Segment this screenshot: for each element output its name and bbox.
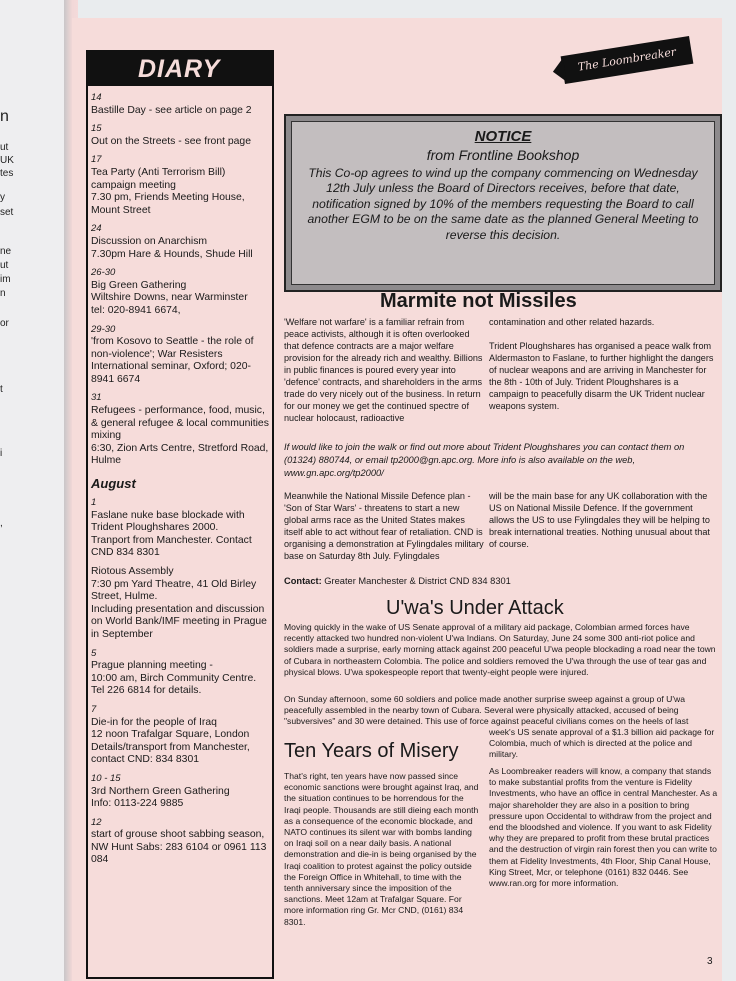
diary-entry [88, 648, 272, 698]
diary-entry-date: 15 [91, 123, 102, 135]
headline-marmite: Marmite not Missiles [380, 290, 577, 312]
diary-entry [88, 223, 272, 261]
diary-entry-text: Riotous Assembly 7:30 pm Yard Theatre, 41 Old Birley Street, Hulme. Including presentation and discussion on World Bank/IMF meeting in Prague in September [91, 566, 267, 640]
diary-entry-date: 17 [91, 154, 102, 166]
diary-entry [88, 566, 272, 642]
diary-entry-date: 31 [91, 392, 102, 404]
fragment: , [0, 518, 3, 529]
diary-entry-date: 29-30 [91, 323, 116, 335]
fragment: t [0, 384, 3, 395]
month-august: August [91, 476, 136, 492]
notice-subtitle: from Frontline Bookshop [426, 147, 580, 163]
diary-entry [88, 392, 272, 468]
diary-entry [88, 154, 272, 217]
marmite-col1: 'Welfare not warfare' is a familiar refrain from peace activists, although it is often overlooked that defence contracts are a major welfare provision for the already rich and wealthy. Billions in public finances is poured every year into 'defence' contracts, and shareholders in the arms trade do very nicely out of the business. In return for our money we get the continued spectre of nuclear holocaust, radioactive [284, 317, 483, 423]
diary-entry-text: Die-in for the people of Iraq 12 noon Trafalgar Square, London Details/transport from Manchester, contact CND: 834 8301 [91, 716, 250, 766]
fragment: n [0, 108, 9, 125]
notice-box [284, 114, 722, 292]
page-number: 3 [707, 956, 713, 967]
diary-entry-text: 3rd Northern Green Gathering Info: 0113-224 9885 [91, 785, 230, 810]
diary-entry-date: 1 [91, 497, 97, 509]
diary-entry-date: 7 [91, 703, 97, 715]
diary-entry-text: Tea Party (Anti Terrorism Bill) campaign meeting 7.30 pm, Friends Meeting House, Mount Street [91, 166, 245, 216]
fragment: ne [0, 246, 12, 257]
fragment: i [0, 448, 3, 459]
marmite-trident-contact: If would like to join the walk or find out more about Trident Ploughshares you can contact them on (01324) 880744, or email tp2000@gn.apc.org. More info is also available on the web, www.gn.apc.org/tp2000/ [284, 442, 685, 478]
diary-entry-date: 24 [91, 223, 102, 235]
fragment: n [0, 288, 6, 299]
diary-entry-date: 12 [91, 816, 102, 828]
loombreaker-logo: The Loombreaker [561, 36, 694, 84]
diary-column [86, 50, 274, 979]
marmite-contact [284, 576, 714, 586]
diary-entry-date: 14 [91, 92, 102, 103]
diary-entry-text: Bastille Day - see article on page 2 [91, 104, 252, 116]
diary-entry [88, 773, 272, 811]
uwa-paragraph-3: week's US senate approval of a $1.3 billion aid package for Colombia, much of which is directed at the police and military. [489, 727, 715, 760]
fragment: tes [0, 168, 14, 179]
contact-label: Contact: [284, 576, 322, 586]
diary-entry [88, 704, 272, 767]
headline-uwa: U'wa's Under Attack [386, 597, 564, 619]
uwa-paragraph-4: As Loombreaker readers will know, a company that stands to make substantial profits from the venture is Fidelity Investments, who have an office in central Manchester. As a major shareholder they are also in a position to bring pressure upon Occidental to withdraw from the project and end the bloodshed and violence. If you want to ask Fidelity why they are prepared to profit from these brutal practices and the destruction of virgin rain forest then you can write to them at Fidelity Investments, 4th Floor, Ship Canal House, King Street, Mcr, or telephone (0161) 832 0446. See www.ran.org for more information. [489, 766, 718, 889]
diary-entry [88, 497, 272, 560]
diary-entry [88, 324, 272, 387]
diary-entry-date: 26-30 [91, 267, 116, 279]
facing-page-edge [0, 0, 68, 981]
diary-entry [88, 123, 272, 148]
fragment: UK [0, 155, 14, 166]
headline-misery: Ten Years of Misery [284, 740, 459, 762]
misery-body: That's right, ten years have now passed since economic sanctions were brought against Iraq, and the situation continues to be horrendous for the Iraqi people. Thousands are still dieing each month as a consequence of the economic blockade, and NATO continues its silent war with bombs landing on Iraqi soil on a near daily basis. A national demonstration and die-in is being organised by the Iraqi coalition to protest against the policy outside the Foreign Office in Whitehall, to time with the tenth anniversary since the imposition of the sanctions. Meet 12am at Trafalgar Square. For more information ring Gr. Mcr CND, (0161) 834 8301. [284, 771, 479, 927]
diary-entry-text: Out on the Streets - see front page [91, 135, 251, 147]
diary-entry-text: Big Green Gathering Wiltshire Downs, near Warminster tel: 020-8941 6674, [91, 279, 248, 316]
marmite-col4: will be the main base for any UK collaboration with the US on National Missile Defence. If the government allows the US to use Fylingdales they will be helping to break international treaties. Nothing unusual about that of course. [489, 491, 710, 549]
fragment: ut [0, 142, 9, 153]
uwa-paragraph-2: On Sunday afternoon, some 60 soldiers and police made another surprise sweep against a group of U'wa peacefully assembled in the nearby town of Cubara. Several were physically attacked, accused of being "subversives" and 30 were detained. This use of force against peaceful civilians comes on the heels of last [284, 694, 689, 727]
diary-entry-text: Prague planning meeting - 10:00 am, Birch Community Centre. Tel 226 6814 for details. [91, 660, 257, 697]
fragment: or [0, 318, 9, 329]
marmite-col2: contamination and other related hazards. Trident Ploughshares has organised a peace walk from Aldermaston to Faslane, to further highlight the dangers of nuclear weapons and are arriving in Manchester for the 8th - 10th of July. Trident Ploughshares is a campaign to peacefully disarm the UK Trident nuclear weapons system. [489, 317, 714, 411]
diary-entry-text: Discussion on Anarchism 7.30pm Hare & Hounds, Shude Hill [91, 235, 253, 260]
diary-entry-text: 'from Kosovo to Seattle - the role of non-violence'; War Resisters International seminar, Oxford; 020-8941 6674 [91, 336, 254, 385]
diary-entry-text: Refugees - performance, food, music, & general refugee & local communities mixing 6:30, Zion Arts Centre, Stretford Road, Hulme [91, 405, 269, 467]
uwa-paragraph-1: Moving quickly in the wake of US Senate approval of a military aid package, Colombian armed forces have recently attacked two hundred non-violent U'wa Indians. On Saturday, June 24 some 300 anti-riot police and soldiers made a surprise, early morning attack against 200 peaceful U'wa people blockading a road near the town of Cubara in northeastern Colombia. The police and soldiers removed the U'wa through the use of tear gas and physical blows. U'wa spokespeople report that twenty-eight people were injured. [284, 622, 716, 677]
diary-entry [88, 267, 272, 317]
fragment: y [0, 192, 5, 203]
fragment: set [0, 207, 14, 218]
diary-entry [88, 92, 272, 117]
fragment: ut [0, 260, 9, 271]
diary-entry-date: 5 [91, 647, 97, 659]
diary-entry [88, 817, 272, 867]
diary-entry-date: 10 - 15 [91, 772, 121, 784]
diary-entry-text: Faslane nuke base blockade with Trident Ploughshares 2000. Tranport from Manchester. Contact CND 834 8301 [91, 509, 252, 559]
contact-text: Greater Manchester & District CND 834 8301 [324, 576, 511, 586]
marmite-col3: Meanwhile the National Missile Defence plan - 'Son of Star Wars' - threatens to start a new global arms race as the United States makes itself able to act without fear of retaliation. CND is organising a demonstration at Fylingdales military base on Saturday 8th July. Fylingdales [284, 491, 484, 561]
notice-title: NOTICE [474, 128, 532, 145]
fragment: im [0, 274, 11, 285]
diary-title: DIARY [88, 52, 272, 86]
notice-body: This Co-op agrees to wind up the company commencing on Wednesday 12th July unless the Board of Directors receives, before that date, notification signed by 10% of the members requesting the Board to call another EGM to be on the same date as the planned General Meeting to reverse this decision. [307, 166, 699, 242]
diary-entry-text: start of grouse shoot sabbing season, NW Hunt Sabs: 283 6104 or 0961 113 084 [91, 829, 267, 866]
